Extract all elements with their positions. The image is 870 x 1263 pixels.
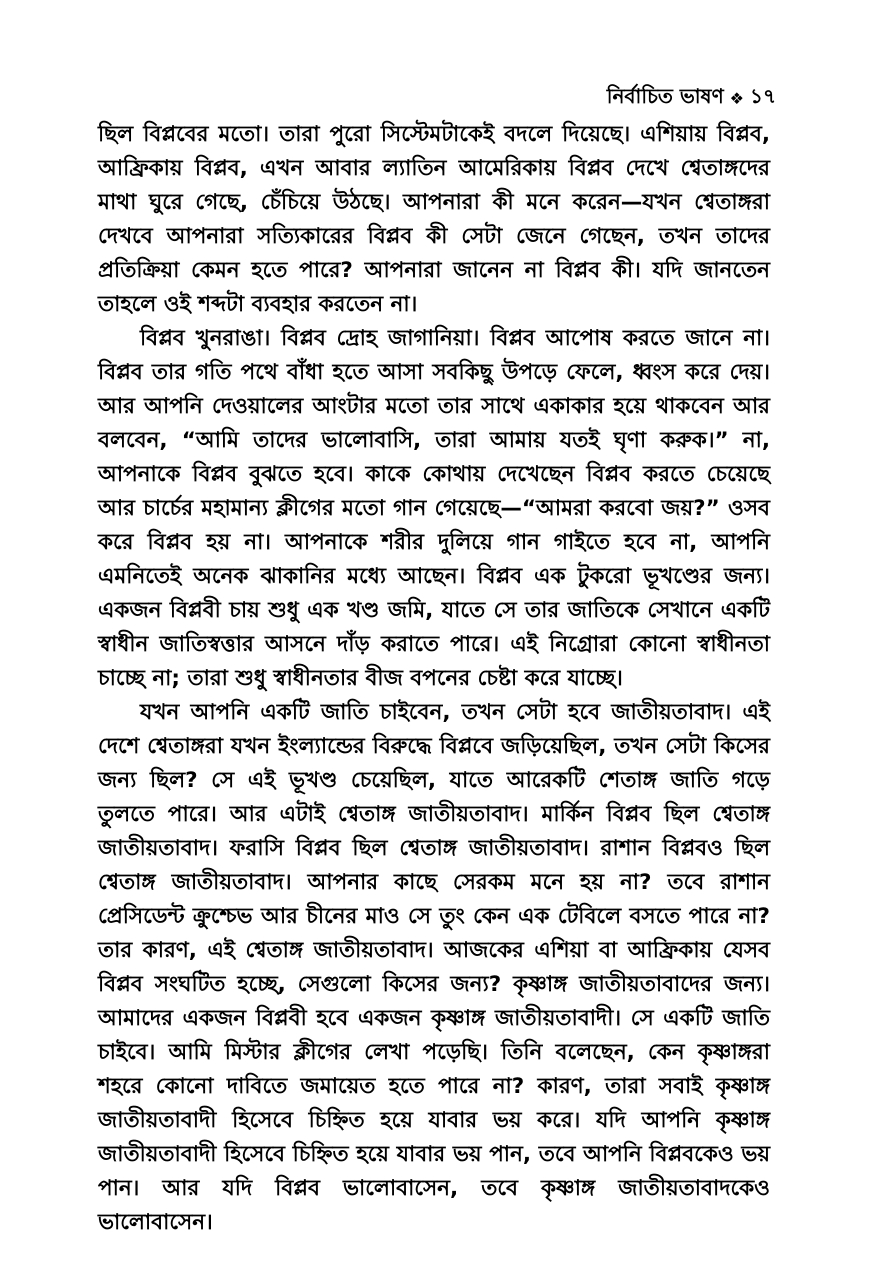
section-title: নির্বাচিত ভাষণ	[606, 84, 724, 108]
page-number: ১৭	[750, 84, 776, 108]
paragraph: বিপ্লব খুনরাঙা। বিপ্লব দ্রোহ জাগানিয়া। বিপ্লব আপোষ করতে জানে না। বিপ্লব তার গতি পথে বাঁধা হতে আসা সবকিছু উপড়ে ফেলে, ধ্বংস করে দেয়। আর আপনি দেওয়ালের আংটার মতো তার সাথে একাকার হয়ে থাকবেন আর বলবেন, “আমি তাদের ভালোবাসি, তারা আমায় যতই ঘৃণা করুক।” না, আপনাকে বিপ্লব বুঝতে হবে। কাকে কোথায় দেখেছেন বিপ্লব করতে চেয়েছে আর চার্চের মহামান্য ক্লীগের মতো গান গেয়েছে—“আমরা করবো জয়?” ওসব করে বিপ্লব হয় না। আপনাকে শরীর দুলিয়ে গান গাইতে হবে না, আপনি এমনিতেই অনেক ঝাকানির মধ্যে আছেন। বিপ্লব এক টুকরো ভূখণ্ডের জন্য। একজন বিপ্লবী চায় শুধু এক খণ্ড জমি, যাতে সে তার জাতিকে সেখানে একটি স্বাধীন জাতিস্বত্তার আসনে দাঁড় করাতে পারে। এই নিগ্রোরা কোনো স্বাধীনতা চাচ্ছে না; তারা শুধু স্বাধীনতার বীজ বপনের চেষ্টা করে যাচ্ছে।	[98, 326, 770, 691]
paragraph-continued: ছিল বিপ্লবের মতো। তারা পুরো সিস্টেমটাকেই বদলে দিয়েছে। এশিয়ায় বিপ্লব, আফ্রিকায় বিপ্লব, এখন আবার ল্যাতিন আমেরিকায় বিপ্লব দেখে শ্বেতাঙ্গদের মাথা ঘুরে গেছে, চেঁচিয়ে উঠছে। আপনারা কী মনে করেন—যখন শ্বেতাঙ্গরা দেখবে আপনারা সত্যিকারের বিপ্লব কী সেটা জেনে গেছেন, তখন তাদের প্রতিক্রিয়া কেমন হতে পারে? আপনারা জানেন না বিপ্লব কী। যদি জানতেন তাহলে ওই শব্দটা ব্যবহার করতেন না।	[98, 122, 770, 317]
body-text	[98, 118, 770, 1240]
diamond-ornament-icon: ❖	[729, 88, 745, 108]
running-header	[607, 82, 776, 115]
paragraph: যখন আপনি একটি জাতি চাইবেন, তখন সেটা হবে জাতীয়তাবাদ। এই দেশে শ্বেতাঙ্গরা যখন ইংল্যান্ডের বিরুদ্ধে বিপ্লবে জড়িয়েছিল, তখন সেটা কিসের জন্য ছিল? সে এই ভূখণ্ড চেয়েছিল, যাতে আরেকটি শেতাঙ্গ জাতি গড়ে তুলতে পারে। আর এটাই শ্বেতাঙ্গ জাতীয়তাবাদ। মার্কিন বিপ্লব ছিল শ্বেতাঙ্গ জাতীয়তাবাদ। ফরাসি বিপ্লব ছিল শ্বেতাঙ্গ জাতীয়তাবাদ। রাশান বিপ্লবও ছিল শ্বেতাঙ্গ জাতীয়তাবাদ। আপনার কাছে সেরকম মনে হয় না? তবে রাশান প্রেসিডেন্ট ক্রুশ্চেভ আর চীনের মাও সে তুং কেন এক টেবিলে বসতে পারে না? তার কারণ, এই শ্বেতাঙ্গ জাতীয়তাবাদ। আজকের এশিয়া বা আফ্রিকায় যেসব বিপ্লব সংঘটিত হচ্ছে, সেগুলো কিসের জন্য? কৃষ্ণাঙ্গ জাতীয়তাবাদের জন্য। আমাদের একজন বিপ্লবী হবে একজন কৃষ্ণাঙ্গ জাতীয়তাবাদী। সে একটি জাতি চাইবে। আমি মিস্টার ক্লীগের লেখা পড়েছি। তিনি বলেছেন, কেন কৃষ্ণাঙ্গরা শহরে কোনো দাবিতে জমায়েত হতে পারে না? কারণ, তারা সবাই কৃষ্ণাঙ্গ জাতীয়তাবাদী হিসেবে চিহ্নিত হয়ে যাবার ভয় করে। যদি আপনি কৃষ্ণাঙ্গ জাতীয়তাবাদী হিসেবে চিহ্নিত হয়ে যাবার ভয় পান, তবে আপনি বিপ্লবকেও ভয় পান। আর যদি বিপ্লব ভালোবাসেন, তবে কৃষ্ণাঙ্গ জাতীয়তাবাদকেও ভালোবাসেন।	[98, 700, 771, 1235]
